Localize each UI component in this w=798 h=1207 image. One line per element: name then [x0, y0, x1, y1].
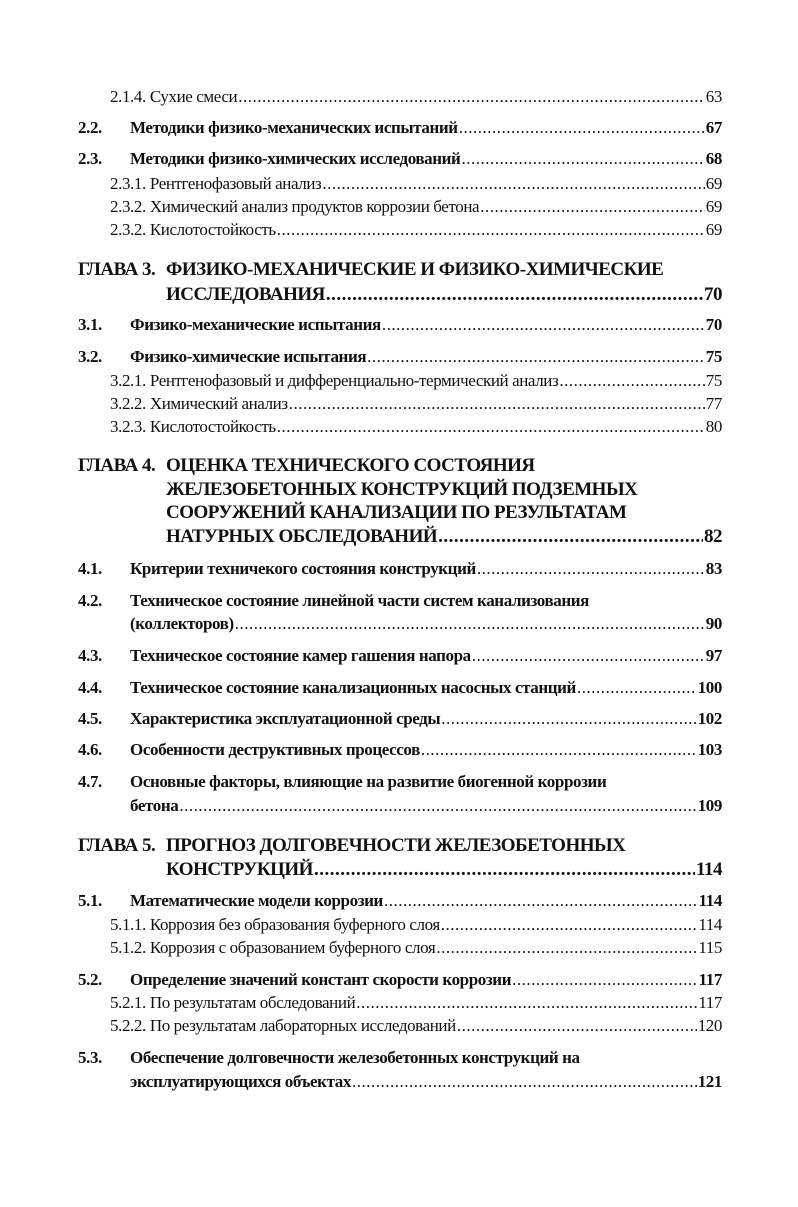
toc-page-number: 103 — [697, 740, 722, 759]
toc-entry-number: 3.2. — [78, 347, 102, 366]
toc-entry — [78, 558, 722, 580]
dot-leader — [559, 370, 704, 392]
toc-entry — [78, 173, 722, 195]
toc-page-number: 90 — [705, 614, 722, 633]
dot-leader — [314, 859, 695, 881]
dot-leader — [421, 739, 697, 761]
toc-entry-number: 4.2. — [78, 591, 102, 610]
toc-entry-continuation — [78, 795, 722, 817]
toc-entry-number: 3.2.2. — [110, 394, 146, 413]
toc-entry — [78, 393, 722, 415]
toc-entry-title: Техническое состояние линейной части систем канализования — [130, 591, 589, 610]
toc-page-number: 120 — [697, 1016, 722, 1035]
toc-entry-title: ФИЗИКО-МЕХАНИЧЕСКИЕ И ФИЗИКО-ХИМИЧЕСКИЕ — [166, 259, 664, 280]
toc-entry-title: ОЦЕНКА ТЕХНИЧЕСКОГО СОСТОЯНИЯ — [166, 455, 535, 476]
toc-entry-number: 5.2.1. — [110, 993, 146, 1012]
toc-entry — [78, 937, 722, 959]
toc-page-number: 70 — [704, 284, 722, 305]
toc-entry-title: КОНСТРУКЦИЙ — [166, 859, 313, 880]
toc-entry-number: 2.3.1. — [110, 174, 146, 193]
dot-leader — [480, 196, 705, 218]
toc-entry-title: Сухие смеси — [149, 87, 238, 106]
toc-entry — [78, 890, 722, 912]
toc-page-number: 115 — [698, 938, 722, 957]
toc-entry-number: ГЛАВА 5. — [78, 835, 156, 856]
toc-entry — [78, 117, 722, 139]
toc-page-number: 69 — [705, 197, 722, 216]
toc-entry-title: Физико-механические испытания — [130, 315, 381, 334]
toc-entry-title: Физико-химические испытания — [130, 347, 367, 366]
toc-entry — [78, 259, 722, 281]
toc-entry-number: 4.7. — [78, 772, 102, 791]
toc-entry-number: 5.1. — [78, 891, 102, 910]
toc-entry-continuation — [78, 502, 722, 524]
dot-leader — [384, 890, 698, 912]
toc-entry-title: Рентгенофазовый анализ — [149, 174, 322, 193]
toc-page-number: 63 — [705, 87, 722, 106]
toc-page-number: 114 — [696, 859, 722, 880]
toc-page-number: 80 — [705, 417, 722, 436]
dot-leader — [472, 645, 705, 667]
toc-entry-number: 2.3.2. — [110, 197, 146, 216]
dot-leader — [577, 677, 697, 699]
toc-entry-continuation — [78, 284, 722, 306]
dot-leader — [367, 346, 705, 368]
toc-entry — [78, 969, 722, 991]
toc-entry-title: По результатам лабораторных исследований — [149, 1016, 456, 1035]
dot-leader — [436, 937, 697, 959]
toc-entry-number: 5.1.1. — [110, 915, 146, 934]
toc-entry-title: Основные факторы, влияющие на развитие биогенной коррозии — [130, 772, 607, 791]
toc-entry — [78, 771, 722, 793]
dot-leader — [441, 708, 696, 730]
toc-entry-title: ПРОГНОЗ ДОЛГОВЕЧНОСТИ ЖЕЛЕЗОБЕТОННЫХ — [166, 835, 626, 856]
toc-page-number: 102 — [697, 709, 722, 728]
dot-leader — [461, 148, 704, 170]
dot-leader — [352, 1071, 697, 1093]
toc-entry — [78, 645, 722, 667]
toc-entry — [78, 739, 722, 761]
toc-entry-title: ИССЛЕДОВАНИЯ — [166, 284, 325, 305]
toc-entry-title: Обеспечение долговечности железобетонных конструкций на — [130, 1048, 580, 1067]
toc-page-number: 67 — [705, 118, 722, 137]
toc-entry-title: Методики физико-химических исследований — [130, 149, 461, 168]
dot-leader — [277, 219, 705, 241]
dot-leader — [356, 992, 697, 1014]
toc-entry-number: 4.4. — [78, 678, 102, 697]
toc-entry — [78, 1047, 722, 1069]
toc-page-number: 114 — [698, 915, 722, 934]
toc-entry-continuation — [78, 1071, 722, 1093]
toc-entry-title: Критерии техничекого состояния конструкций — [130, 559, 476, 578]
toc-entry-title: Кислотостойкость — [149, 220, 276, 239]
toc-entry-number: 2.3. — [78, 149, 102, 168]
toc-entry-number: 4.3. — [78, 646, 102, 665]
toc-page-number: 69 — [705, 220, 722, 239]
toc-entry — [78, 1015, 722, 1037]
dot-leader — [235, 613, 705, 635]
toc-entry-title: Определение значений констант скорости коррозии — [130, 970, 512, 989]
toc-entry-number: 3.2.3. — [110, 417, 146, 436]
toc-page-number: 121 — [697, 1072, 722, 1091]
toc-entry-title: (коллекторов) — [130, 614, 234, 633]
dot-leader — [289, 393, 705, 415]
toc-entry-title: Рентгенофазовый и дифференциально-термический анализ — [149, 371, 559, 390]
dot-leader — [441, 914, 698, 936]
toc-entry-continuation — [78, 479, 722, 501]
toc-entry-number: ГЛАВА 3. — [78, 259, 156, 280]
toc-entry-number: 2.2. — [78, 118, 102, 137]
toc-entry-title: СООРУЖЕНИЙ КАНАЛИЗАЦИИ ПО РЕЗУЛЬТАТАМ — [166, 502, 627, 523]
toc-entry-number: 4.6. — [78, 740, 102, 759]
toc-entry-title: эксплуатирующихся объектах — [130, 1072, 351, 1091]
toc-entry-title: Химический анализ продуктов коррозии бетона — [149, 197, 480, 216]
toc-page-number: 83 — [705, 559, 722, 578]
dot-leader — [179, 795, 696, 817]
toc-entry-number: 2.1.4. — [110, 87, 146, 106]
toc-entry-title: ЖЕЛЕЗОБЕТОННЫХ КОНСТРУКЦИЙ ПОДЗЕМНЫХ — [166, 479, 638, 500]
dot-leader — [322, 173, 704, 195]
toc-entry-continuation — [78, 859, 722, 881]
toc-entry — [78, 455, 722, 477]
toc-entry — [78, 370, 722, 392]
toc-entry-title: Методики физико-механических испытаний — [130, 118, 458, 137]
toc-entry — [78, 677, 722, 699]
toc-entry-number: 5.2.2. — [110, 1016, 146, 1035]
dot-leader — [277, 416, 705, 438]
toc-page-number: 70 — [705, 315, 722, 334]
toc-entry-number: 5.3. — [78, 1048, 102, 1067]
toc-entry-title: Техническое состояние канализационных насосных станций — [130, 678, 576, 697]
toc-entry-title: Химический анализ — [149, 394, 288, 413]
toc-page-number: 114 — [698, 891, 722, 910]
toc-entry-number: 3.2.1. — [110, 371, 146, 390]
dot-leader — [459, 117, 705, 139]
dot-leader — [477, 558, 705, 580]
toc-entry — [78, 914, 722, 936]
toc-entry — [78, 992, 722, 1014]
dot-leader — [457, 1015, 697, 1037]
dot-leader — [438, 526, 703, 548]
toc-entry-title: Коррозия без образования буферного слоя — [149, 915, 440, 934]
toc-entry — [78, 835, 722, 857]
dot-leader — [512, 969, 698, 991]
toc-page-number: 100 — [697, 678, 722, 697]
toc-page-number: 69 — [705, 174, 722, 193]
dot-leader — [382, 314, 705, 336]
toc-entry-title: Математические модели коррозии — [130, 891, 383, 910]
toc-entry-title: Техническое состояние камер гашения напора — [130, 646, 471, 665]
toc-entry — [78, 196, 722, 218]
toc-entry-number: ГЛАВА 4. — [78, 455, 156, 476]
toc-page-number: 75 — [705, 347, 722, 366]
toc-entry — [78, 708, 722, 730]
toc-page-number: 77 — [705, 394, 722, 413]
toc-entry-number: 5.1.2. — [110, 938, 146, 957]
toc-page-number: 97 — [705, 646, 722, 665]
toc-entry-continuation — [78, 526, 722, 548]
toc-entry-title: Коррозия с образованием буферного слоя — [149, 938, 436, 957]
toc-entry — [78, 219, 722, 241]
dot-leader — [238, 86, 705, 108]
toc-entry-number: 4.5. — [78, 709, 102, 728]
toc-page-number: 68 — [705, 149, 722, 168]
toc-entry-continuation — [78, 613, 722, 635]
toc-entry-title: НАТУРНЫХ ОБСЛЕДОВАНИЙ — [166, 526, 438, 547]
toc-entry — [78, 346, 722, 368]
toc-page-number: 82 — [704, 526, 722, 547]
dot-leader — [326, 284, 703, 306]
toc-page-number: 109 — [697, 796, 722, 815]
toc-entry-number: 3.1. — [78, 315, 102, 334]
toc-entry — [78, 86, 722, 108]
toc-entry — [78, 314, 722, 336]
toc-page-number: 75 — [705, 371, 722, 390]
toc-entry-number: 4.1. — [78, 559, 102, 578]
toc-entry-number: 2.3.2. — [110, 220, 146, 239]
toc-entry-title: По результатам обследований — [149, 993, 356, 1012]
toc-page-number: 117 — [698, 993, 722, 1012]
toc-entry-title: Кислотостойкость — [149, 417, 276, 436]
toc-entry — [78, 148, 722, 170]
toc-entry-title: бетона — [130, 796, 179, 815]
toc-entry — [78, 416, 722, 438]
toc-entry — [78, 590, 722, 612]
toc-entry-title: Характеристика эксплуатационной среды — [130, 709, 441, 728]
toc-entry-title: Особенности деструктивных процессов — [130, 740, 420, 759]
toc-page-number: 117 — [698, 970, 722, 989]
toc-entry-number: 5.2. — [78, 970, 102, 989]
